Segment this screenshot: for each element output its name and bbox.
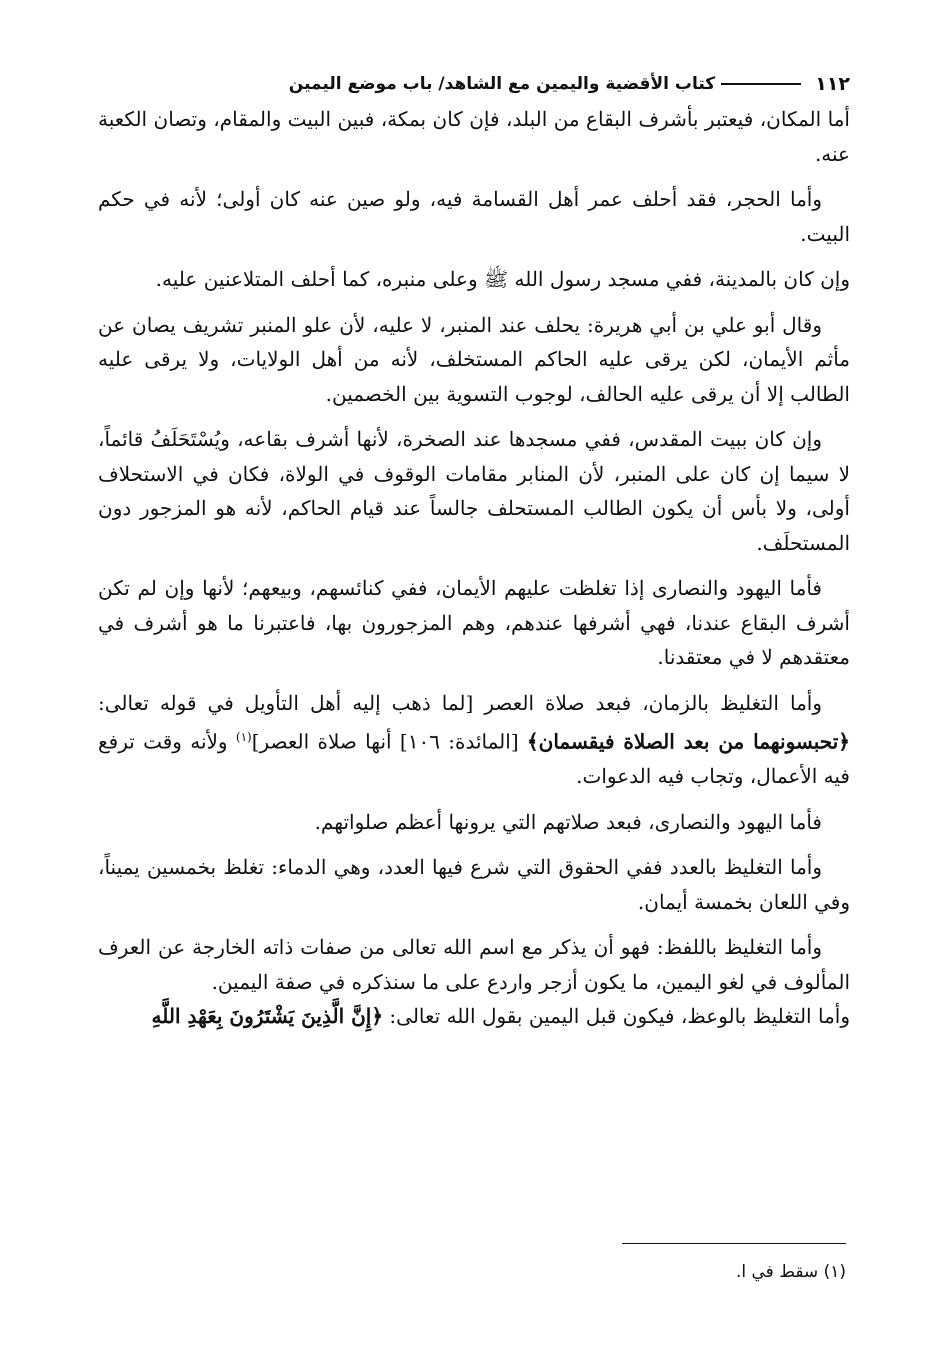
paragraph-taghlith-lafz: وأما التغليظ باللفظ: فهو أن يذكر مع اسم الله تعالى من صفات ذاته الخارجة عن العرف المألوف في لغو اليمين، ما يكون أزجر واردع على ما سنذكره في صفة اليمين.: [98, 935, 850, 994]
paragraph-hijr: وأما الحجر، فقد أحلف عمر أهل القسامة فيه، ولو صين عنه كان أولى؛ لأنه في حكم البيت.: [98, 187, 850, 246]
footnote-separator: [622, 1243, 846, 1244]
verse-reference: [المائدة: ١٠٦] أنها صلاة العصر]: [251, 729, 527, 754]
paragraph-bayt-maqdis: وإن كان ببيت المقدس، ففي مسجدها عند الصخرة، لأنها أشرف بقاعه، ويُسْتَحَلَفُ قائماً، لا سيما إن كان على المنبر، لأن المنابر مقامات الوقوف في الولاة، فكان في الاستحلاف أولى، ولا بأس أن يكون الطالب المستحلف جالساً عند قيام الحاكم، لأنه هو المزجور دون المستحلَف.: [98, 427, 850, 555]
main-text: [98, 102, 850, 1045]
paragraph-taghlith-wa3th: [98, 999, 850, 1034]
paragraph-taghlith-zaman: [98, 686, 850, 794]
quran-verse-wa3th: ﴿إِنَّ الَّذِينَ يَشْتَرُونَ بِعَهْدِ اللَّهِ: [151, 1004, 384, 1029]
page-number: ١١٢: [815, 73, 850, 95]
header-rule: [721, 83, 801, 85]
quran-verse: ﴿تحبسونهما من بعد الصلاة فيقسمان﴾: [526, 729, 851, 754]
footnote-marker: (١): [235, 730, 252, 744]
header-title: كتاب الأقضية واليمين مع الشاهد/ باب موضع اليمين: [288, 74, 716, 94]
zaman-text-after: ولأنه وقت ترفع فيه الأعمال، وتجاب فيه الدعوات.: [98, 729, 850, 789]
footnote: (١) سقط في ا.: [735, 1262, 846, 1282]
wa3th-text: وأما التغليظ بالوعظ، فيكون قبل اليمين بقول الله تعالى:: [383, 1004, 850, 1029]
paragraph-makan: أما المكان، فيعتبر بأشرف البقاع من البلد، فإن كان بمكة، فبين البيت والمقام، وتصان الكعبة عنه.: [98, 107, 850, 166]
paragraph-yahud-kanais: فأما اليهود والنصارى إذا تغلظت عليهم الأيمان، ففي كنائسهم، وبيعهم؛ لأنها وإن لم تكن أشرف البقاع عندنا، فهي أشرفها عندهم، وهم المزجورون بها، فاعتبرنا ما هو أشرف في معتقدهم لا في معتقدنا.: [98, 576, 850, 669]
paragraph-yahud-salat: فأما اليهود والنصارى، فبعد صلاتهم التي يرونها أعظم صلواتهم.: [314, 809, 822, 834]
running-header: [100, 64, 850, 104]
paragraph-abu-ali: وقال أبو علي بن أبي هريرة: يحلف عند المنبر، لا عليه، لأن علو المنبر تشريف يصان عن مأثم الأيمان، لكن يرقى عليه الحاكم المستخلف، لأنه من أهل الولايات، ولا يرقى عليه الطالب إلا أن يرقى عليه الحالف، لوجوب التسوية بين الخصمين.: [98, 312, 850, 406]
paragraph-taghlith-adad: وأما التغليظ بالعدد ففي الحقوق التي شرع فيها العدد، وهي الدماء: تغلظ بخمسين يميناً، وفي اللعان بخمسة أيمان.: [98, 855, 850, 914]
paragraph-madina: وإن كان بالمدينة، ففي مسجد رسول الله ﷺ وعلى منبره، كما أحلف المتلاعنين عليه.: [155, 267, 850, 291]
zaman-text-before: وأما التغليظ بالزمان، فبعد صلاة العصر [لما ذهب إليه أهل التأويل في قوله تعالى:: [98, 690, 822, 715]
